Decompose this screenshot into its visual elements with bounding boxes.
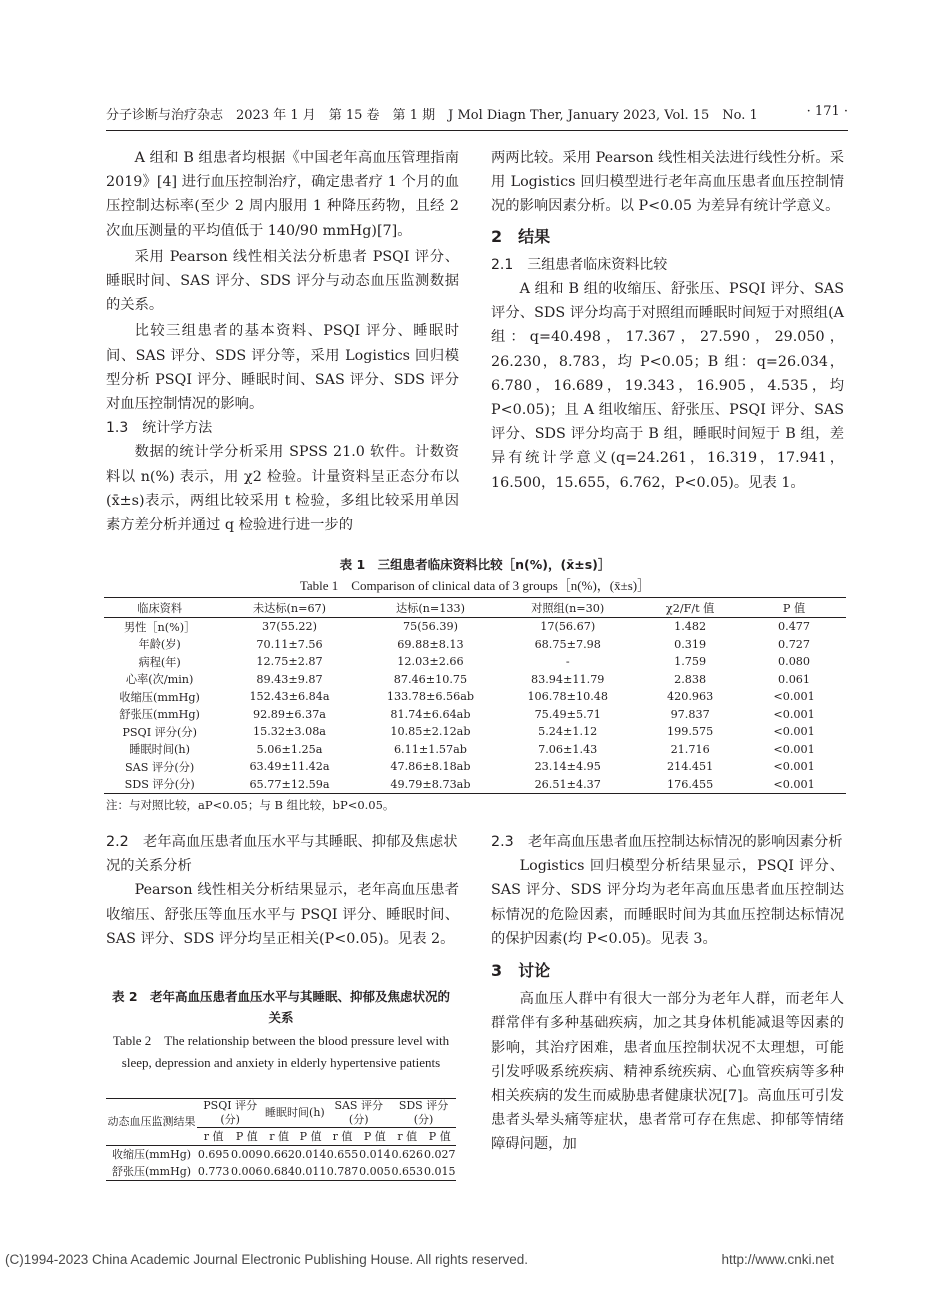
table1-cell: 0.477 xyxy=(778,620,811,634)
table1-cell: 6.11±1.57ab xyxy=(393,742,467,756)
section-heading-1-3: 1.3 统计学方法 xyxy=(106,420,213,437)
table1-cell: 70.11±7.56 xyxy=(256,637,323,651)
page-number: · 171 · xyxy=(806,104,848,119)
table1-cell: 152.43±6.84a xyxy=(249,690,330,704)
table1-cell: 1.482 xyxy=(674,620,707,634)
left-column-bottom xyxy=(106,830,459,951)
table1-cell: <0.001 xyxy=(742,776,846,794)
table1-row xyxy=(104,723,846,741)
table2-cell: 0.787 xyxy=(326,1163,358,1181)
table1-cell: 133.78±6.56ab xyxy=(386,690,475,704)
table1-cell: 17(56.67) xyxy=(540,620,596,634)
table2-r-header: r 值 xyxy=(326,1128,358,1146)
cnki-link[interactable]: http://www.cnki.net xyxy=(721,1252,834,1267)
table2-group-header: 睡眠时间(h) xyxy=(263,1099,326,1128)
table1-cell: <0.001 xyxy=(773,742,815,756)
left-column-top xyxy=(106,146,459,537)
table1-header: 未达标(n=67) xyxy=(215,598,363,618)
table2-row xyxy=(106,1146,456,1164)
table1-cell: 87.46±10.75 xyxy=(393,672,468,686)
table2-cell: 0.773 xyxy=(197,1163,230,1181)
table1-cell: <0.001 xyxy=(773,707,815,721)
table1-cell: 75(56.39) xyxy=(402,620,458,634)
table2-cell: 0.011 xyxy=(295,1163,327,1181)
table1-row xyxy=(104,758,846,776)
table1-row xyxy=(104,688,846,706)
table1-cell: <0.001 xyxy=(773,690,815,704)
table1-cell: <0.001 xyxy=(773,725,815,739)
table1-cell: 420.963 xyxy=(667,690,714,704)
table1-cell: 15.32±3.08a xyxy=(253,725,326,739)
table1-cell: 23.14±4.95 xyxy=(534,760,601,774)
table1-cell: 37(55.22) xyxy=(261,620,317,634)
right-column-top xyxy=(491,146,844,495)
table1-note: 注：与对照比较，aP<0.05；与 B 组比较，bP<0.05。 xyxy=(106,798,395,812)
paragraph: A 组和 B 组患者均根据《中国老年高血压管理指南 2019》[4] 进行血压控制治疗，确定患者疗 1 个月的血压控制达标率(至少 2 周内服用 1 种降压药物，且经 2 次血压测量的平均值低于 140/90 mmHg)[7]。 xyxy=(106,150,459,239)
table1-cell: 男性［n(%)］ xyxy=(123,620,196,634)
paragraph: 比较三组患者的基本资料、PSQI 评分、睡眠时间、SAS 评分、SDS 评分等，采用 Logistics 回归模型分析 PSQI 评分、睡眠时间、SAS 评分、SDS 评分对血压控制情况的影响。 xyxy=(106,323,459,413)
table1-cell: 睡眠时间(h) xyxy=(129,743,190,757)
table1-cell: 收缩压(mmHg) xyxy=(119,690,200,704)
table1-row xyxy=(104,706,846,724)
table1-cell: 92.89±6.37a xyxy=(253,707,326,721)
table1-cell: - xyxy=(565,655,570,669)
table1-cell: 病程(年) xyxy=(138,655,181,669)
table1-cell: 83.94±11.79 xyxy=(531,672,605,686)
table2-cell: 0.653 xyxy=(391,1163,423,1181)
table1-header: χ2/F/t 值 xyxy=(638,598,742,618)
table1-cell: 年龄(岁) xyxy=(138,638,181,652)
paragraph: A 组和 B 组的收缩压、舒张压、PSQI 评分、SAS 评分、SDS 评分均高于对照组而睡眠时间短于对照组(A 组：q=40.498，17.367，27.590，29.050，26.230，8.783，均 P<0.05；B 组：q=26.034，6.780，16.689，19.343，16.905，4.535，均 P<0.05)；且 A 组收缩压、舒张压、PSQI 评分、SAS 评分、SDS 评分均高于 B 组，睡眠时间短于 B 组，差异有统计学意义(q=24.261，16.319，17.941，16.500，15.655，6.762，P<0.05)。见表 1。 xyxy=(491,281,844,491)
table1-cell: 5.24±1.12 xyxy=(538,725,598,739)
table1-cell: 106.78±10.48 xyxy=(527,690,608,704)
table1-cell: 199.575 xyxy=(667,725,714,739)
table1-cell: 65.77±12.59a xyxy=(215,776,363,794)
table2-cell: 0.027 xyxy=(424,1147,456,1161)
table2-group-header: SAS 评分(分) xyxy=(326,1099,391,1128)
table1-body xyxy=(104,618,846,794)
table1-cell: 63.49±11.42a xyxy=(249,760,330,774)
table2-cell: 0.662 xyxy=(263,1147,295,1161)
table1-header: 对照组(n=30) xyxy=(497,598,638,618)
paragraph: Pearson 线性相关分析结果显示，老年高血压患者收缩压、舒张压等血压水平与 PSQI 评分、睡眠时间、SAS 评分、SDS 评分均呈正相关(P<0.05)。见表 2。 xyxy=(106,882,459,947)
table2-cell: 0.684 xyxy=(263,1163,295,1181)
table1-cell: <0.001 xyxy=(773,760,815,774)
table2-cell: 0.006 xyxy=(230,1163,263,1181)
table2-group-header: SDS 评分(分) xyxy=(391,1099,456,1128)
section-heading-3: 3 讨论 xyxy=(491,961,551,981)
paragraph: 数据的统计学分析采用 SPSS 21.0 软件。计数资料以 n(%) 表示，用 χ2 检验。计量资料呈正态分布以(x̄±s)表示，两组比较采用 t 检验，多组比较采用单因素方差分析并通过 q 检验进行进一步的 xyxy=(106,444,459,534)
table1-cell: 0.319 xyxy=(674,637,707,651)
journal-info: 分子诊断与治疗杂志 2023 年 1 月 第 15 卷 第 1 期 J Mol Diagn Ther, January 2023, Vol. 15 No. 1 xyxy=(106,108,758,123)
header-rule xyxy=(106,130,848,131)
table2-row-header: 动态血压监测结果 xyxy=(106,1099,197,1146)
table1-row xyxy=(104,653,846,671)
table1-cell: 97.837 xyxy=(670,707,710,721)
table1-cell: 69.88±8.13 xyxy=(397,637,464,651)
table1-cell: 心率(次/min) xyxy=(125,673,194,687)
table1-cell: 49.79±8.73ab xyxy=(364,776,498,794)
table1-cell: 176.455 xyxy=(638,776,742,794)
table2-cell: 0.695 xyxy=(197,1147,230,1161)
table1-row xyxy=(104,741,846,759)
table1-row xyxy=(104,618,846,636)
section-heading-2: 2 结果 xyxy=(491,226,551,246)
table2-cell: 0.005 xyxy=(359,1163,391,1181)
section-heading-2-2: 2.2 老年高血压患者血压水平与其睡眠、抑郁及焦虑状况的关系分析 xyxy=(106,834,458,875)
table1-cell: 0.061 xyxy=(778,672,811,686)
table2-caption-en: Table 2 The relationship between the blood pressure level with sleep, depression and anxiety in elderly hypertensive patients xyxy=(112,1033,450,1070)
table2-cell: 0.655 xyxy=(326,1147,359,1161)
table1-cell: 47.86±8.18ab xyxy=(390,760,471,774)
table2-row-label: 收缩压(mmHg) xyxy=(111,1147,192,1161)
table2-cell: 0.015 xyxy=(424,1163,457,1181)
table1-cell: 5.06±1.25a xyxy=(256,742,323,756)
table2-group-header: PSQI 评分(分) xyxy=(197,1099,263,1128)
table1-cell: 75.49±5.71 xyxy=(534,707,601,721)
table1-header: 达标(n=133) xyxy=(364,598,498,618)
table1-cell: 12.03±2.66 xyxy=(397,655,464,669)
table1-cell: SDS 评分(分) xyxy=(104,776,215,794)
table1-cell: 21.716 xyxy=(670,742,710,756)
table1-cell: 12.75±2.87 xyxy=(256,655,323,669)
table2-cell: 0.014 xyxy=(359,1147,391,1161)
table2-p-header: P 值 xyxy=(230,1128,263,1146)
table1-cell: 26.51±4.37 xyxy=(497,776,638,794)
table2-row xyxy=(106,1163,456,1181)
table1-caption-zh: 表 1 三组患者临床资料比较［n(%)，(x̄±s)］ xyxy=(339,557,611,572)
table1-row xyxy=(104,636,846,654)
table1-caption-en: Table 1 Comparison of clinical data of 3 groups［n(%)，(x̄±s)］ xyxy=(299,578,651,593)
table2-p-header: P 值 xyxy=(424,1128,457,1146)
table2-r-header: r 值 xyxy=(391,1128,423,1146)
table1-cell: 89.43±9.87 xyxy=(256,672,323,686)
table2-cell: 0.626 xyxy=(391,1147,424,1161)
table1-cell: PSQI 评分(分) xyxy=(122,725,197,739)
table1-cell: 2.838 xyxy=(674,672,707,686)
table1-cell: 68.75±7.98 xyxy=(534,637,601,651)
table2 xyxy=(106,1098,456,1181)
table2-p-header: P 值 xyxy=(359,1128,391,1146)
table1-cell: 0.727 xyxy=(778,637,811,651)
paragraph: 高血压人群中有很大一部分为老年人群，而老年人群常伴有多种基础疾病，加之其身体机能减退等因素的影响，其治疗困难，患者血压控制状况不太理想，可能引发呼吸系统疾病、精神系统疾病、心血管疾病等多种相关疾病的发生而威胁患者健康状况[7]。高血压可引发患者头晕头痛等症状，患者常可存在焦虑、抑郁等情绪障碍问题，加 xyxy=(491,991,844,1153)
running-header xyxy=(106,104,848,126)
table2-cell: 0.009 xyxy=(231,1147,263,1161)
table1-header: 临床资料 xyxy=(104,598,215,618)
paragraph: Logistics 回归模型分析结果显示，PSQI 评分、SAS 评分、SDS 评分均为老年高血压患者血压控制达标情况的危险因素，而睡眠时间为其血压控制达标情况的保护因素(均 P<0.05)。见表 3。 xyxy=(491,858,844,947)
table2-cell: 0.014 xyxy=(294,1147,327,1161)
table1-header: P 值 xyxy=(742,598,846,618)
table1-cell: 10.85±2.12ab xyxy=(390,725,471,739)
table2-row-label: 舒张压(mmHg) xyxy=(106,1163,197,1181)
table1-cell: 7.06±1.43 xyxy=(538,742,598,756)
table2-r-header: r 值 xyxy=(197,1128,230,1146)
table1-cell: 81.74±6.64ab xyxy=(390,707,471,721)
section-heading-2-3: 2.3 老年高血压患者血压控制达标情况的影响因素分析 xyxy=(491,834,843,850)
table1-row xyxy=(104,776,846,794)
paragraph: 采用 Pearson 线性相关法分析患者 PSQI 评分、睡眠时间、SAS 评分、SDS 评分与动态血压监测数据的关系。 xyxy=(106,248,459,314)
table1-cell: 舒张压(mmHg) xyxy=(119,708,200,722)
section-heading-2-1: 2.1 三组患者临床资料比较 xyxy=(491,256,668,273)
table2-p-header: P 值 xyxy=(295,1128,327,1146)
table1-cell: 1.759 xyxy=(674,655,707,669)
table1-row xyxy=(104,671,846,689)
table1 xyxy=(104,597,846,794)
table1-cell: 214.451 xyxy=(667,760,714,774)
table2-body xyxy=(106,1146,456,1181)
table2-caption-zh: 表 2 老年高血压患者血压水平与其睡眠、抑郁及焦虑状况的关系 xyxy=(111,989,451,1025)
table1-cell: SAS 评分(分) xyxy=(125,760,195,774)
copyright: (C)1994-2023 China Academic Journal Electronic Publishing House. All rights reserved. xyxy=(5,1252,529,1267)
table1-cell: 0.080 xyxy=(778,655,811,669)
table2-r-header: r 值 xyxy=(263,1128,295,1146)
paragraph: 两两比较。采用 Pearson 线性相关法进行线性分析。采用 Logistics 回归模型进行老年高血压患者血压控制情况的影响因素分析。以 P<0.05 为差异有统计学意义。 xyxy=(491,150,844,215)
right-column-bottom xyxy=(491,830,844,1157)
